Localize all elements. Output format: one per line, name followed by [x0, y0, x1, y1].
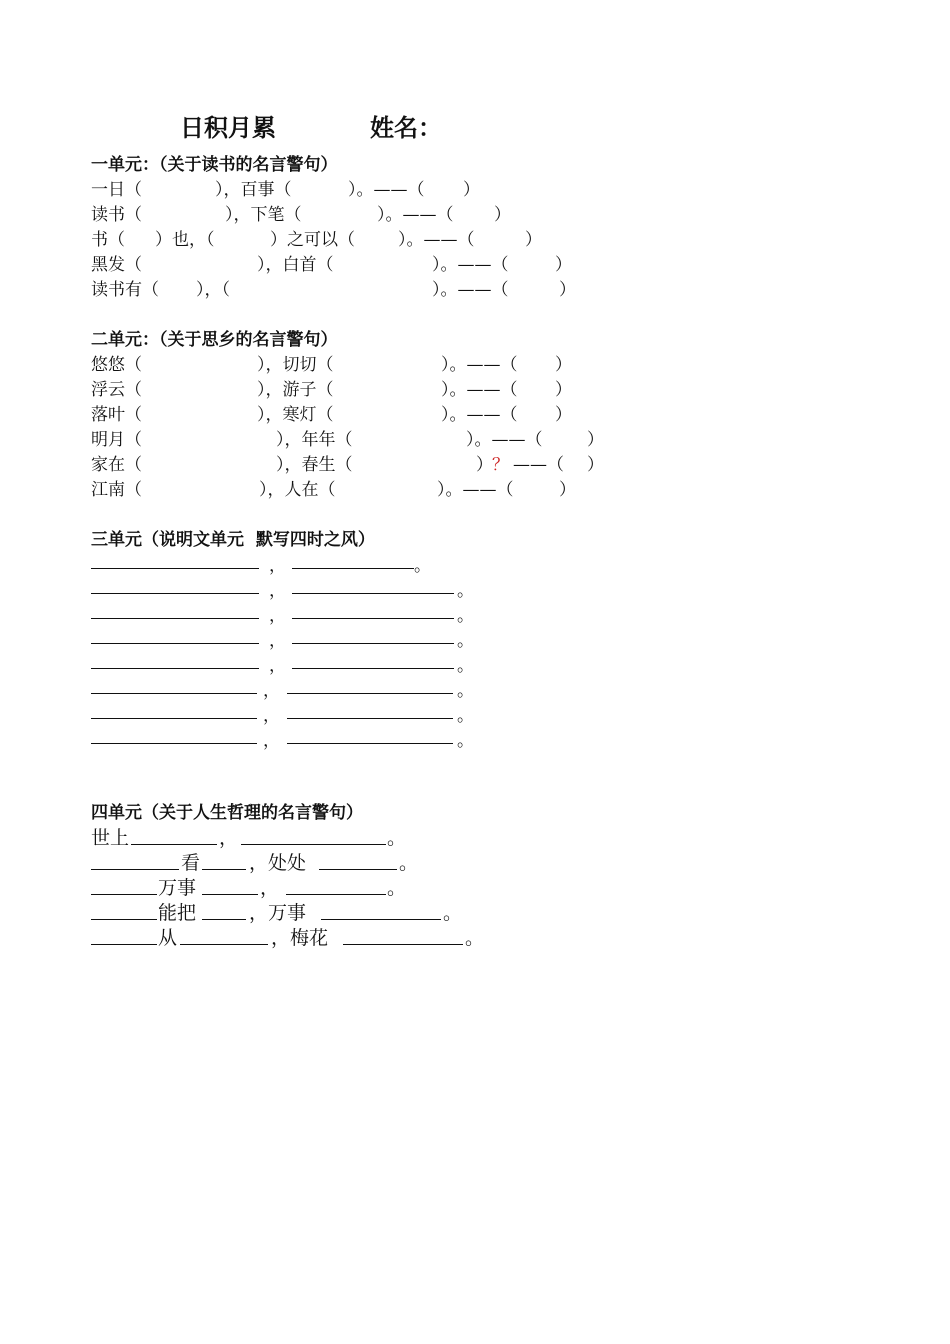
- period: 。: [457, 656, 474, 676]
- blank-line: [91, 626, 491, 651]
- text-segment: ）也，（: [155, 230, 215, 250]
- blank[interactable]: [91, 593, 179, 594]
- text-segment: ）。——（: [348, 180, 425, 200]
- blank[interactable]: [287, 693, 375, 694]
- blank[interactable]: [375, 693, 453, 694]
- blank-line: [91, 701, 491, 726]
- text-segment: 。: [387, 877, 407, 899]
- text-segment: 能把: [158, 902, 197, 924]
- text-segment: ）: [555, 255, 572, 275]
- blank[interactable]: [292, 668, 380, 669]
- unit2-line: [91, 425, 611, 449]
- text-segment: ）。——（: [432, 280, 509, 300]
- blank[interactable]: [179, 693, 257, 694]
- blank[interactable]: [286, 894, 386, 895]
- blank[interactable]: [179, 718, 257, 719]
- text-segment: 读书有（: [91, 280, 159, 300]
- unit2-line: [91, 400, 571, 424]
- unit1-line: [91, 175, 571, 199]
- text-segment: 明月（: [91, 430, 142, 450]
- blank[interactable]: [179, 668, 259, 669]
- period: 。: [457, 681, 474, 701]
- blank[interactable]: [375, 718, 453, 719]
- blank[interactable]: [375, 743, 453, 744]
- unit1-line: [91, 275, 576, 300]
- blank[interactable]: [292, 643, 380, 644]
- unit2-line: [91, 450, 611, 474]
- blank[interactable]: [180, 944, 268, 945]
- unit4-line: [91, 923, 511, 949]
- unit4-line: [91, 848, 511, 874]
- text-segment: 万事: [158, 877, 197, 899]
- blank[interactable]: [91, 944, 157, 945]
- blank-line: [91, 576, 491, 601]
- page-title: 日积月累: [180, 114, 276, 142]
- unit2-line: [91, 475, 611, 499]
- comma: ，: [263, 681, 280, 701]
- text-segment: 一日（: [91, 180, 142, 200]
- text-segment: ），寒灯（: [257, 405, 334, 425]
- text-segment: ）: [555, 405, 572, 425]
- text-segment: 。: [465, 927, 485, 949]
- text-segment: 看: [181, 852, 201, 874]
- text-segment: ），游子（: [257, 380, 334, 400]
- text-segment: ）。——（: [377, 205, 454, 225]
- blank[interactable]: [91, 869, 179, 870]
- blank[interactable]: [321, 919, 441, 920]
- comma: ，: [269, 581, 286, 601]
- comma: ，: [269, 631, 286, 651]
- text-segment: ）。——（: [441, 380, 518, 400]
- text-segment: ）: [555, 380, 572, 400]
- blank[interactable]: [202, 919, 246, 920]
- blank[interactable]: [179, 743, 257, 744]
- text-segment: ——（: [513, 455, 564, 475]
- text-segment: ），春生（: [276, 455, 353, 475]
- blank[interactable]: [292, 593, 380, 594]
- blank[interactable]: [91, 718, 179, 719]
- text-segment: ）: [587, 430, 604, 450]
- blank-line: [91, 651, 491, 676]
- unit1-line: [91, 225, 571, 249]
- text-segment: ）: [559, 480, 576, 500]
- blank[interactable]: [91, 643, 179, 644]
- comma: ，: [269, 656, 286, 676]
- unit1-heading: 一单元：（关于读书的名言警句）: [91, 155, 338, 175]
- unit2-line: [91, 375, 571, 399]
- text-segment: ）: [555, 355, 572, 375]
- text-segment: 。: [399, 852, 419, 874]
- blank-line: [91, 551, 451, 576]
- blank[interactable]: [319, 869, 397, 870]
- blank[interactable]: [91, 894, 157, 895]
- period: 。: [414, 556, 431, 576]
- question-mark: ？: [492, 455, 509, 475]
- text-segment: ）。——（: [466, 430, 543, 450]
- text-segment: ）。——（: [398, 230, 475, 250]
- blank[interactable]: [241, 844, 386, 845]
- text-segment: ）: [559, 280, 576, 300]
- unit4-line: [91, 823, 511, 849]
- blank[interactable]: [202, 869, 246, 870]
- unit4-heading: 四单元（关于人生哲理的名言警句）: [91, 803, 363, 823]
- text-segment: 家在（: [91, 455, 142, 475]
- text-segment: 从: [158, 927, 178, 949]
- blank[interactable]: [380, 643, 454, 644]
- blank[interactable]: [292, 618, 380, 619]
- period: 。: [457, 706, 474, 726]
- blank[interactable]: [91, 668, 179, 669]
- text-segment: ，万事: [249, 902, 307, 924]
- text-segment: 浮云（: [91, 380, 142, 400]
- text-segment: 江南（: [91, 480, 142, 500]
- text-segment: 读书（: [91, 205, 142, 225]
- period: 。: [457, 581, 474, 601]
- text-segment: 世上: [91, 827, 130, 849]
- text-segment: 。: [443, 902, 463, 924]
- blank[interactable]: [287, 743, 375, 744]
- blank[interactable]: [131, 844, 217, 845]
- unit2-heading: 二单元：（关于思乡的名言警句）: [91, 330, 338, 350]
- period: 。: [457, 631, 474, 651]
- unit3-heading: 三单元（说明文单元 默写四时之风）: [91, 530, 375, 550]
- text-segment: ），年年（: [276, 430, 353, 450]
- blank[interactable]: [179, 568, 259, 569]
- blank[interactable]: [343, 944, 463, 945]
- blank[interactable]: [91, 618, 179, 619]
- text-segment: ）。——（: [441, 405, 518, 425]
- text-segment: ）: [476, 455, 493, 475]
- blank[interactable]: [179, 618, 259, 619]
- blank[interactable]: [179, 593, 259, 594]
- blank-line: [91, 726, 491, 751]
- blank[interactable]: [91, 743, 179, 744]
- period: 。: [457, 731, 474, 751]
- comma: ，: [269, 556, 286, 576]
- blank[interactable]: [91, 693, 179, 694]
- text-segment: ），人在（: [259, 480, 336, 500]
- blank[interactable]: [287, 718, 375, 719]
- text-segment: ）: [525, 230, 542, 250]
- text-segment: ）: [494, 205, 511, 225]
- unit4-line: [91, 873, 511, 899]
- comma: ，: [263, 731, 280, 751]
- text-segment: ）。——（: [441, 355, 518, 375]
- comma: ，: [269, 606, 286, 626]
- blank[interactable]: [380, 668, 454, 669]
- text-segment: 黑发（: [91, 255, 142, 275]
- unit2-line: [91, 350, 571, 374]
- unit1-line: [91, 200, 571, 224]
- unit1-line: [91, 250, 571, 274]
- text-segment: ，: [219, 827, 239, 849]
- text-segment: ）。——（: [432, 255, 509, 275]
- text-segment: ）: [587, 455, 604, 475]
- blank[interactable]: [179, 643, 259, 644]
- text-segment: ）。——（: [437, 480, 514, 500]
- comma: ，: [263, 706, 280, 726]
- blank[interactable]: [380, 618, 454, 619]
- blank-line: [91, 601, 491, 626]
- text-segment: ，处处: [249, 852, 307, 874]
- text-segment: 。: [387, 827, 407, 849]
- blank-line: [91, 676, 491, 701]
- text-segment: ，: [260, 877, 280, 899]
- text-segment: ），百事（: [215, 180, 292, 200]
- text-segment: 书（: [91, 230, 125, 250]
- text-segment: 悠悠（: [91, 355, 142, 375]
- period: 。: [457, 606, 474, 626]
- text-segment: ），白首（: [257, 255, 334, 275]
- text-segment: ）: [463, 180, 480, 200]
- blank[interactable]: [292, 568, 414, 569]
- unit4-line: [91, 898, 511, 924]
- text-segment: 落叶（: [91, 405, 142, 425]
- blank[interactable]: [380, 593, 454, 594]
- text-segment: ）之可以（: [270, 230, 355, 250]
- name-label: 姓名：: [370, 114, 442, 142]
- blank[interactable]: [91, 568, 179, 569]
- blank[interactable]: [91, 919, 157, 920]
- text-segment: ，梅花: [271, 927, 329, 949]
- text-segment: ），（: [196, 280, 230, 300]
- text-segment: ），切切（: [257, 355, 334, 375]
- text-segment: ），下笔（: [225, 205, 302, 225]
- blank[interactable]: [202, 894, 258, 895]
